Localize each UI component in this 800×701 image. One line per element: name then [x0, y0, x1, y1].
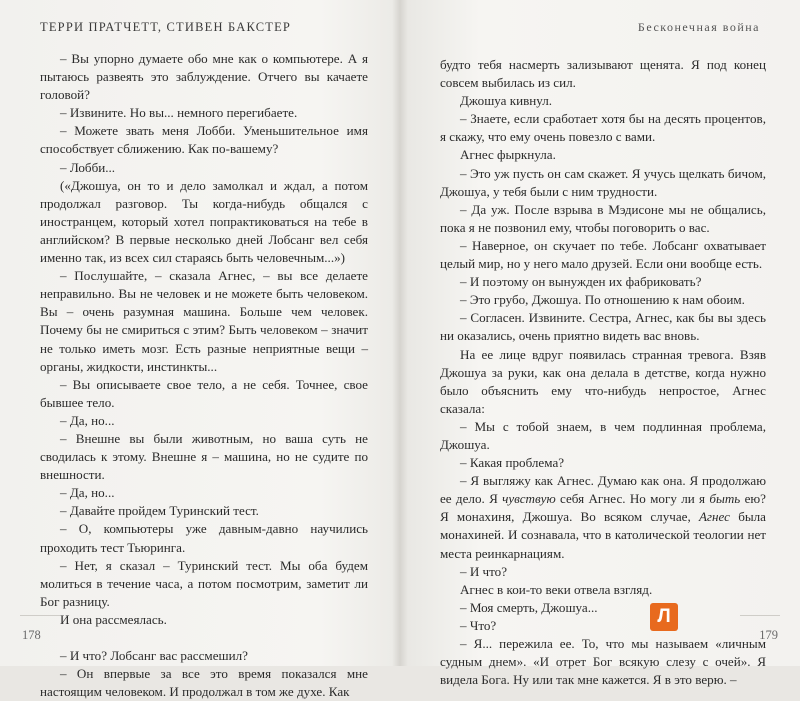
paragraph: («Джошуа, он то и дело замолкал и ждал, а потом продолжал разговор. Ты когда-нибудь общался с иностранцем, который хотел попрактиковаться на тебе в английском? В первые несколько дней Лобсанг вел себя именно так, из всех сил стараясь быть человечным...»): [40, 177, 368, 266]
paragraph: – Лобби...: [60, 159, 116, 175]
text-run: себя Агнес. Но могу ли я: [560, 491, 706, 507]
paragraph: Джошуа кивнул.: [460, 93, 553, 109]
paragraph: Агнес в кои-то веки отвела взгляд.: [460, 581, 653, 597]
paragraph: – Можете звать меня Лобби. Уменьшительное имя способствует сближению. Как по-вашему?: [40, 123, 368, 157]
left-folio-rule: [20, 615, 60, 616]
paragraph: – Да, но...: [60, 485, 115, 501]
right-running-head: Бесконечная война: [637, 20, 760, 34]
paragraph: – Наверное, он скучает по тебе. Лобсанг охватывает целый мир, но у него мало друзей. Если они вообще есть.: [440, 237, 766, 272]
paragraph: – Да, но...: [60, 412, 115, 428]
paragraph: – Это уж пусть он сам скажет. Я учусь щелкать бичом, Джошуа, у тебя были с ним трудности.: [440, 165, 766, 199]
paragraph: – Нет, я сказал – Туринский тест. Мы оба будем молиться в течение часа, а потом посмотрим, заметит ли Бог разницу.: [40, 557, 368, 609]
paragraph: – Что?: [460, 617, 497, 633]
paragraph: – Вы описываете свое тело, а не себя. Точнее, свое бывшее тело.: [40, 376, 368, 410]
text-run: была монахиней. И сознавала, что в католической теологии нет места реинкарнациям.: [440, 509, 766, 561]
right-page-number: 179: [759, 628, 778, 642]
paragraph: – Это грубо, Джошуа. По отношению к нам обоим.: [460, 292, 745, 308]
paragraph: – О, компьютеры уже давным-давно научились проходить тест Тьюринга.: [40, 521, 368, 555]
paragraph: – Внешне вы были животным, но ваша суть не сводилась к этому. Внешне я – машина, но не судите по внешности.: [40, 430, 368, 483]
paragraph: – Знаете, если сработает хотя бы на десять процентов, я скажу, что ему очень повезло с вами.: [440, 111, 766, 145]
publisher-logo-icon: Л: [650, 603, 678, 631]
paragraph: – Да уж. После взрыва в Мэдисоне мы не общались, пока я не позвонил ему, чтобы поговорить о вас.: [440, 201, 766, 235]
paragraph: – И что? Лобсанг вас рассмешил?: [60, 648, 248, 663]
right-page-text: [440, 56, 766, 689]
text-run: – Я выгляжу как Агнес. Думаю как она. Я продолжаю ее дело. Я: [440, 473, 766, 507]
paragraph: будто тебя насмерть зализывают щенята. Я под конец совсем выбилась из сил.: [440, 57, 766, 91]
italic-run: Агнес: [698, 509, 730, 525]
paragraph: – Он впервые за все это время показался мне настоящим человеком. И продолжал в том же духе. Как: [40, 666, 368, 700]
paragraph: – Извините. Но вы... немного перегибаете.: [60, 105, 298, 121]
paragraph: На ее лице вдруг появилась странная тревога. Взяв Джошуа за руки, как она делала в детстве, когда нужно было объяснить ему что-нибудь непростое, Агнес сказала:: [440, 346, 766, 416]
paragraph: [440, 472, 766, 562]
paragraph: – И что?: [460, 563, 508, 579]
left-running-head: ТЕРРИ ПРАТЧЕТТ, СТИВЕН БАКСТЕР: [40, 20, 292, 34]
italic-run: быть: [709, 491, 741, 507]
text-run: ею? Я монахиня, Джошуа. Во всяком случае,: [440, 491, 766, 525]
paragraph: – И поэтому он вынужден их фабриковать?: [460, 274, 702, 290]
paragraph: – Я... пережила ее. То, что мы называем «личным судным днем». «И отрет Бог всякую слезу с очей». Я видела Бога. Ну или так мне кажется. Я в это верю. –: [440, 636, 766, 688]
paragraph: – Моя смерть, Джошуа...: [460, 599, 598, 615]
paragraph: – Давайте пройдем Туринский тест.: [60, 503, 259, 519]
italic-run: чувствую: [502, 491, 556, 507]
paragraph: – Мы с тобой знаем, в чем подлинная проблема, Джошуа.: [440, 418, 766, 452]
left-page: [0, 0, 400, 700]
paragraph: И она рассмеялась.: [60, 611, 167, 627]
paragraph: – Вы упорно думаете обо мне как о компьютере. А я пытаюсь развеять это заблуждение. Отчего вы качаете головой?: [40, 51, 368, 103]
paragraph: – Какая проблема?: [460, 455, 565, 471]
right-page: [400, 0, 800, 688]
paragraph: – Послушайте, – сказала Агнес, – вы все делаете неправильно. Вы не человек и не можете быть человеком. Вы – очень разумная машина. Больше чем человек. Почему бы не смириться с этим? Быть человеком – значит не только иметь мозг. Есть разные неприятные вещи – органы, жидкости, инстинкты...: [40, 268, 368, 374]
paragraph: – Согласен. Извините. Сестра, Агнес, как бы вы здесь ни оказались, очень приятно видеть вас вновь.: [440, 310, 766, 344]
right-folio-rule: [740, 615, 780, 616]
left-page-number: 178: [22, 628, 41, 642]
paragraph: Агнес фыркнула.: [460, 147, 556, 163]
left-page-text: [40, 50, 368, 701]
